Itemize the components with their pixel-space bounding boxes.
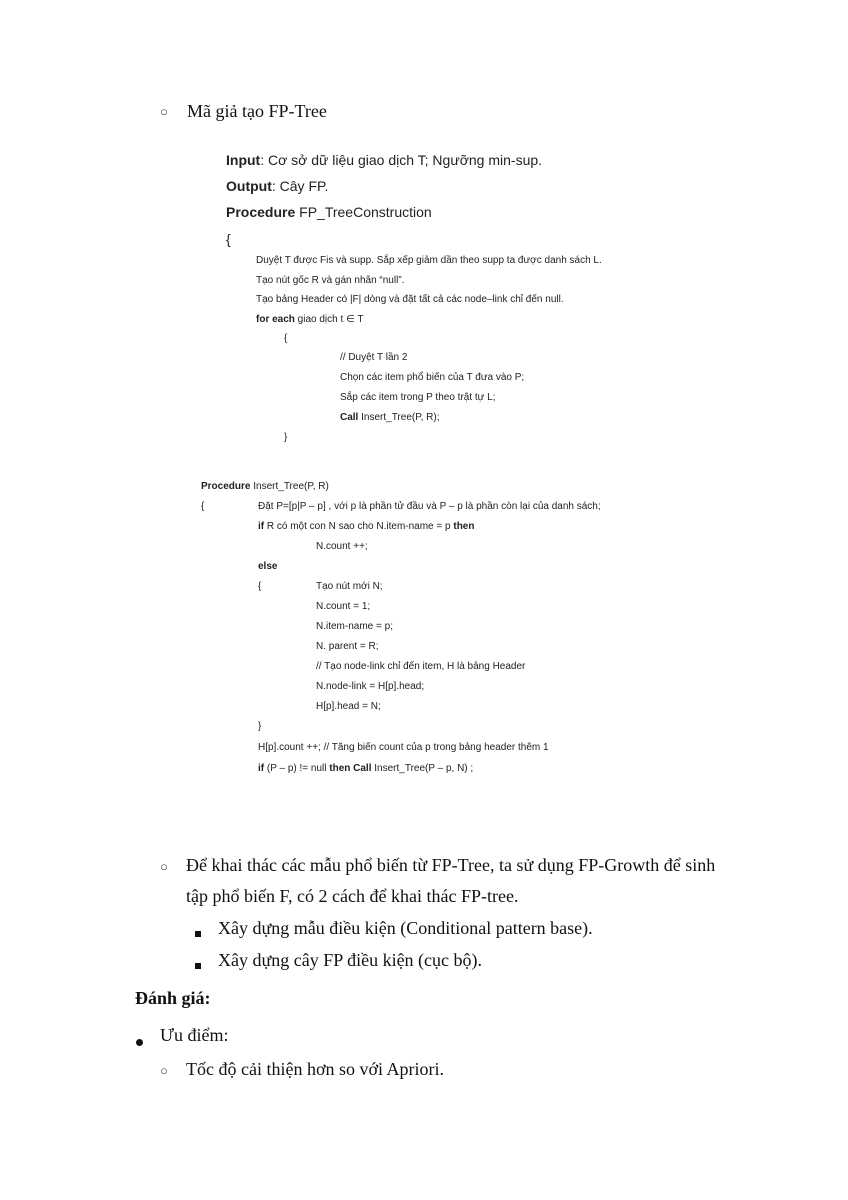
output-text: : Cây FP. [271,178,329,194]
call-keyword: Call [340,412,359,423]
input-keyword: Input [226,152,261,168]
count-increment-line: N.count ++; [316,541,368,552]
last-condition: (P – p) != null [264,763,330,774]
else-line-2: N.count = 1; [316,601,371,612]
then-keyword: then [453,521,475,532]
call-text: Insert_Tree(P, R); [358,412,440,423]
advantages-label: Ưu điểm: [160,1025,229,1045]
code-line-3: Tạo bảng Header có |F| dòng và đặt tất cả các node–link chỉ đến null. [256,294,564,305]
else-close-brace: } [258,721,262,732]
insert-procedure-name: Insert_Tree(P, R) [250,481,329,492]
output-line [226,178,328,194]
else-line-3: N.item-name = p; [316,621,393,632]
hollow-circle-bullet-icon: ○ [160,1063,168,1078]
last-if-keyword: if [258,763,265,774]
for-each-keyword: for each [256,314,295,325]
input-line [226,152,542,168]
pseudo-code-heading: Mã giả tạo FP-Tree [187,101,327,121]
header-count-line: H[p].count ++; // Tăng biến count của p trong bảng header thêm 1 [258,742,549,753]
insert-procedure-keyword: Procedure [201,481,251,492]
section-heading-evaluation: Đánh giá: [135,988,211,1008]
open-brace: { [226,231,231,247]
code-line-1: Duyệt T được Fis và supp. Sắp xếp giảm dần theo supp ta được danh sách L. [256,255,602,266]
if-keyword: if [258,521,265,532]
fp-growth-para-line-1: Để khai thác các mẫu phổ biến từ FP-Tree, ta sử dụng FP-Growth để sinh [186,855,716,875]
else-line-6: N.node-link = H[p].head; [316,681,425,692]
inner-open-brace: { [284,333,288,344]
hollow-circle-bullet-icon: ○ [160,859,168,874]
code-line-2: Tạo nút gốc R và gán nhãn “null”. [256,275,405,286]
inner-line-1: // Duyệt T lần 2 [340,352,408,363]
inner-line-3: Sắp các item trong P theo trật tự L; [340,392,496,403]
fp-growth-para-line-2: tập phổ biến F, có 2 cách để khai thác FP-tree. [186,886,519,906]
procedure-line [226,204,432,220]
else-line [258,561,277,572]
last-then-call-keyword: then Call [329,763,372,774]
else-line-4: N. parent = R; [316,641,379,652]
call-line [340,412,439,423]
insert-line-1: Đặt P=[p|P – p] , với p là phần tử đầu và P – p là phần còn lại của danh sách; [258,501,601,512]
if-line [258,521,474,532]
recursive-call-line [258,763,473,774]
else-line-1: Tạo nút mới N; [316,581,383,592]
sub-item-1: Xây dựng mẫu điều kiện (Conditional pattern base). [218,918,593,938]
insert-procedure-line [201,481,329,492]
inner-close-brace: } [284,432,288,443]
sub-item-2: Xây dựng cây FP điều kiện (cục bộ). [218,950,483,970]
inner-line-2: Chọn các item phổ biến của T đưa vào P; [340,372,525,383]
else-line-7: H[p].head = N; [316,701,381,712]
else-line-5: // Tạo node-link chỉ đến item, H là bảng Header [316,661,526,672]
if-text: R có một con N sao cho N.item-name = p [264,521,454,532]
procedure-keyword: Procedure [226,204,296,220]
hollow-circle-bullet-icon: ○ [160,104,168,119]
insert-open-brace: { [201,501,205,512]
square-bullet-icon [195,956,201,974]
last-call-text: Insert_Tree(P – p, N) ; [371,763,474,774]
output-keyword: Output [226,178,272,194]
procedure-name: FP_TreeConstruction [295,204,432,220]
for-each-text: giao dịch t ∈ T [294,314,364,325]
else-keyword: else [258,561,278,572]
else-open-brace: { [258,581,262,592]
input-text: : Cơ sở dữ liệu giao dịch T; Ngưỡng min-sup. [260,152,543,168]
advantage-item-1: Tốc độ cải thiện hơn so với Apriori. [186,1059,444,1079]
for-each-line [256,314,363,325]
filled-circle-bullet-icon [136,1033,143,1051]
square-bullet-icon [195,924,201,942]
